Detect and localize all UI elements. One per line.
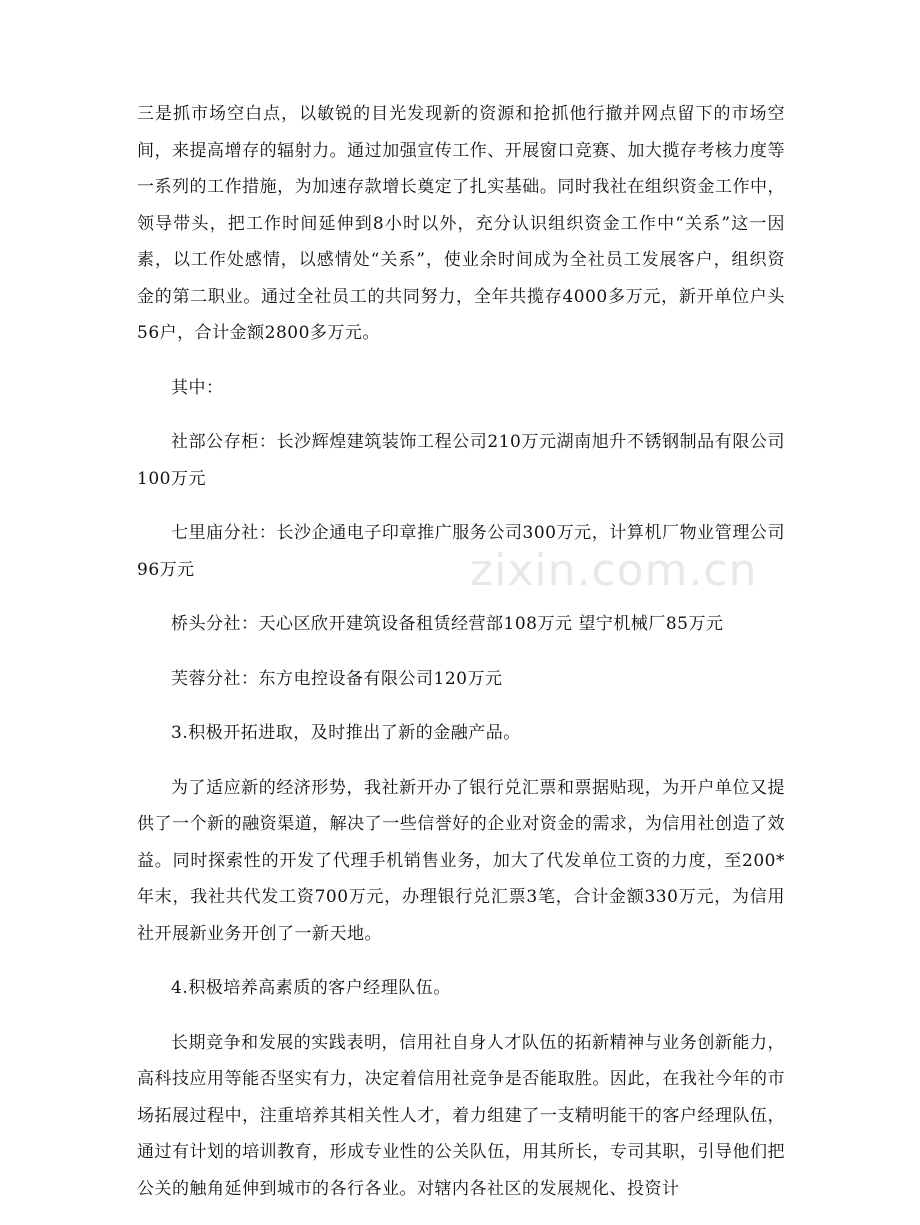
paragraph-talent-team: 长期竞争和发展的实践表明，信用社自身人才队伍的拓新精神与业务创新能力，高科技应用等能否坚实有力，决定着信用社竞争是否能取胜。因此，在我社今年的市场拓展过程中，注重培养其相关性人才，着力组建了一支精明能干的客户经理队伍，通过有计划的培训教育，形成专业性的公关队伍，用其所长，专司其职，引导他们把公关的触角延伸到城市的各行各业。对辖内各社区的发展规化、投资计 — [137, 1032, 785, 1199]
paragraph-among-them: 其中： — [171, 377, 224, 398]
watermark: zixin.com.cn — [470, 545, 758, 596]
paragraph-qilimiao-branch: 七里庙分社：长沙企通电子印章推广服务公司300万元，计算机厂物业管理公司96万元 — [137, 523, 785, 580]
section-heading-account-managers: 4.积极培养高素质的客户经理队伍。 — [171, 978, 451, 998]
paragraph-furong-branch: 芙蓉分社：东方电控设备有限公司120万元 — [171, 668, 503, 689]
paragraph-qiaotou-branch: 桥头分社：天心区欣开建筑设备租赁经营部108万元 望宁机械厂85万元 — [171, 614, 724, 634]
paragraph-new-services: 为了适应新的经济形势，我社新开办了银行兑汇票和票据贴现，为开户单位又提供了一个新的融资渠道，解决了一些信誉好的企业对资金的需求，为信用社创造了效益。同时探索性的开发了代理手机销售业务，加大了代发单位工资的力度，至200*年末，我社共代发工资700万元，办理银行兑汇票3笔，合计金额330万元，为信用社开展新业务开创了一新天地。 — [137, 777, 785, 944]
paragraph-headquarters-deposits: 社部公存柜：长沙辉煌建筑装饰工程公司210万元湖南旭升不锈钢制品有限公司100万元 — [137, 432, 785, 489]
document-body — [137, 96, 785, 1225]
section-heading-financial-products: 3.积极开拓进取，及时推出了新的金融产品。 — [171, 723, 521, 743]
paragraph-market-gaps: 三是抓市场空白点，以敏锐的目光发现新的资源和抢抓他行撤并网点留下的市场空间，来提高增存的辐射力。通过加强宣传工作、开展窗口竞赛、加大揽存考核力度等一系列的工作措施，为加速存款增长奠定了扎实基础。同时我社在组织资金工作中，领导带头，把工作时间延伸到8小时以外，充分认识组织资金工作中“关系”这一因素，以工作处感情，以感情处“关系”，使业余时间成为全社员工发展客户，组织资金的第二职业。通过全社员工的共同努力，全年共揽存4000多万元，新开单位户头56户，合计金额2800多万元。 — [137, 104, 785, 343]
